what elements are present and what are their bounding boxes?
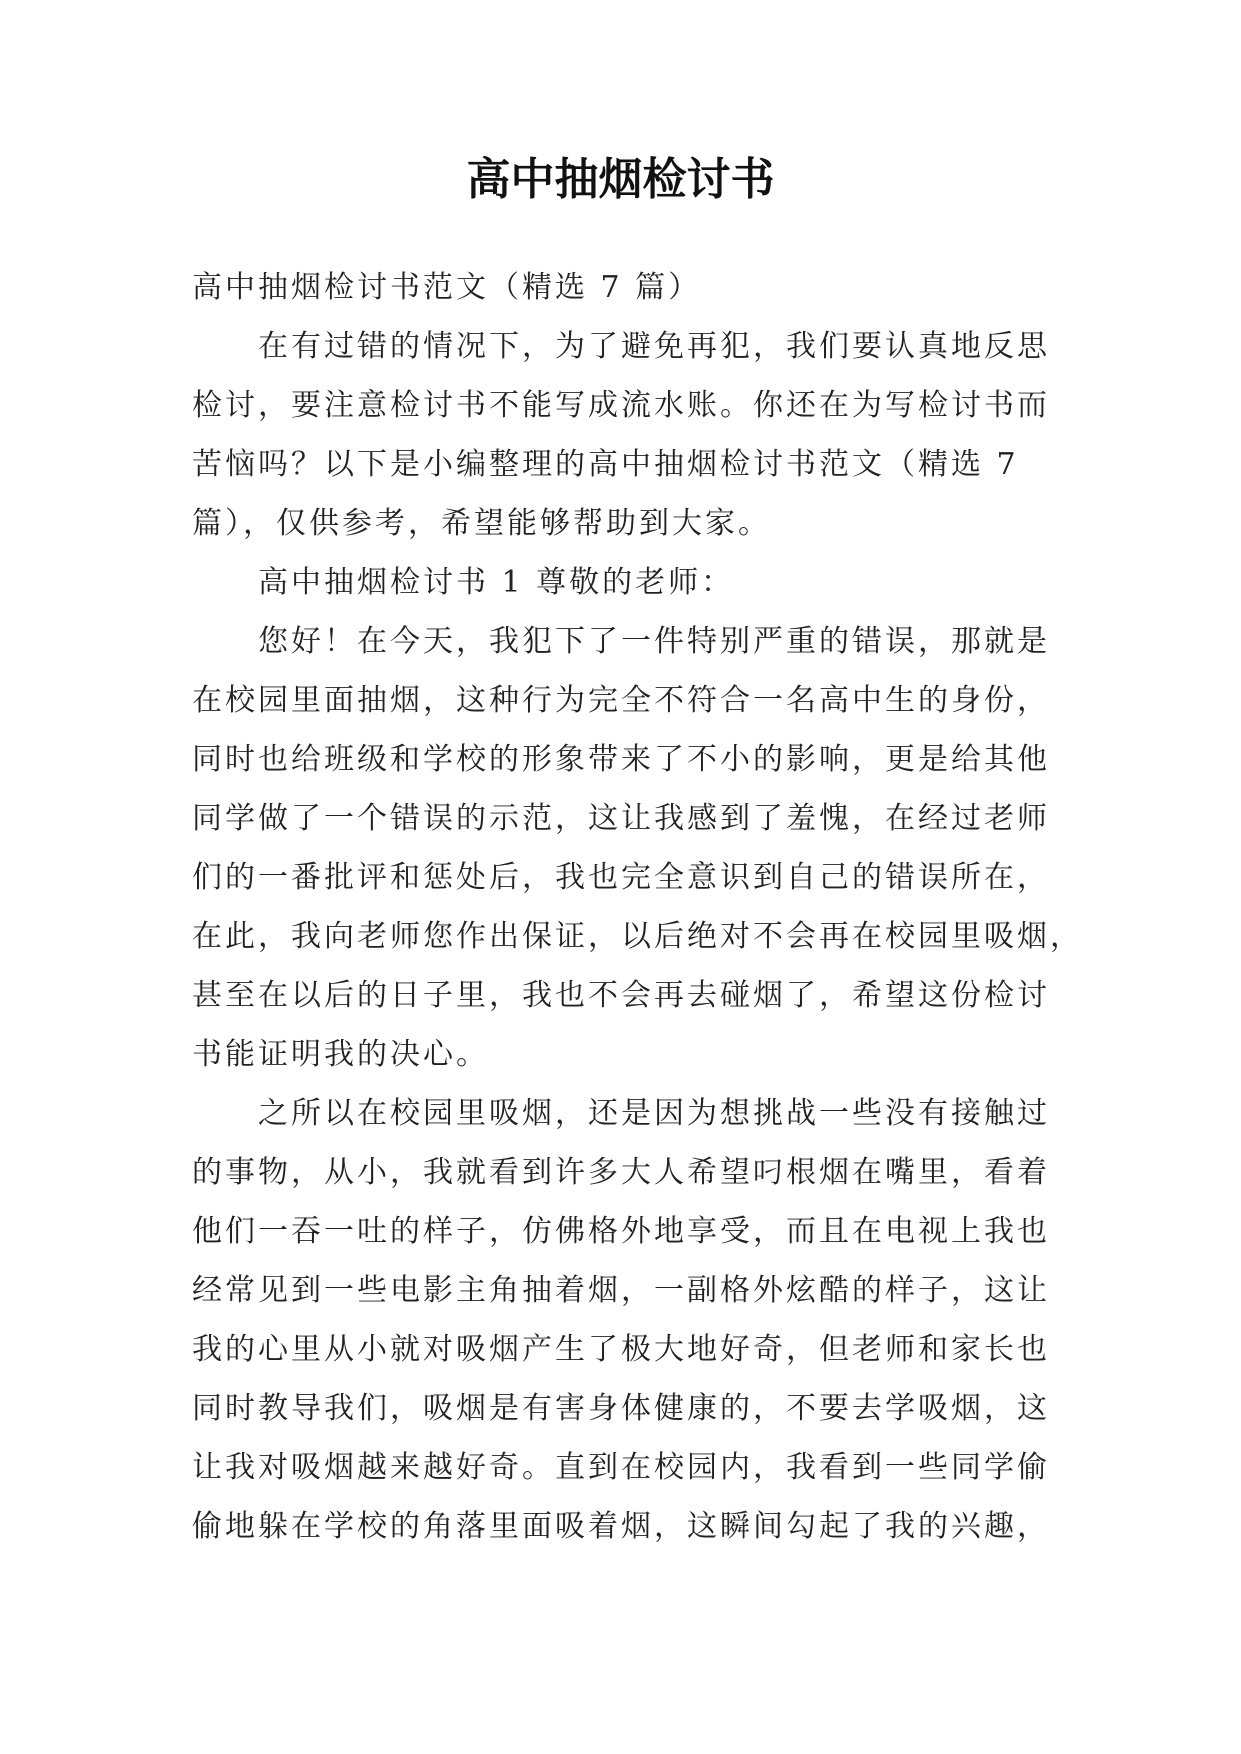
paragraph-line: 们的一番批评和惩处后，我也完全意识到自己的错误所在， [192, 860, 1050, 895]
paragraph-line: 我的心里从小就对吸烟产生了极大地好奇，但老师和家长也 [192, 1332, 1050, 1367]
subtitle-line: 高中抽烟检讨书范文（精选 7 篇） [192, 270, 702, 305]
paragraph-line: 同学做了一个错误的示范，这让我感到了羞愧，在经过老师 [192, 801, 1050, 836]
document-body [192, 258, 1083, 1556]
paragraph-line: 的事物，从小，我就看到许多大人希望叼根烟在嘴里，看着 [192, 1155, 1050, 1190]
paragraph-line: 同时教导我们，吸烟是有害身体健康的，不要去学吸烟，这 [192, 1391, 1050, 1426]
paragraph-line: 在此，我向老师您作出保证，以后绝对不会再在校园里吸烟， [192, 919, 1083, 954]
paragraph-line: 篇），仅供参考，希望能够帮助到大家。 [192, 506, 771, 541]
paragraph-line: 同时也给班级和学校的形象带来了不小的影响，更是给其他 [192, 742, 1050, 777]
paragraph-line: 偷地躲在学校的角落里面吸着烟，这瞬间勾起了我的兴趣， [192, 1509, 1050, 1544]
paragraph-line: 他们一吞一吐的样子，仿佛格外地享受，而且在电视上我也 [192, 1214, 1050, 1249]
paragraph-line: 在有过错的情况下，为了避免再犯，我们要认真地反思 [258, 329, 1050, 364]
paragraph-line: 书能证明我的决心。 [192, 1037, 489, 1072]
paragraph-line: 经常见到一些电影主角抽着烟，一副格外炫酷的样子，这让 [192, 1273, 1050, 1308]
paragraph-line: 之所以在校园里吸烟，还是因为想挑战一些没有接触过 [258, 1096, 1050, 1131]
paragraph-line: 在校园里面抽烟，这种行为完全不符合一名高中生的身份， [192, 683, 1050, 718]
document-title: 高中抽烟检讨书 [466, 154, 775, 205]
section-heading-line: 高中抽烟检讨书 1 尊敬的老师： [258, 565, 735, 600]
paragraph-line: 苦恼吗？以下是小编整理的高中抽烟检讨书范文（精选 7 [192, 447, 1019, 482]
paragraph-line: 检讨，要注意检讨书不能写成流水账。你还在为写检讨书而 [192, 388, 1050, 423]
paragraph-line: 您好！在今天，我犯下了一件特别严重的错误，那就是 [258, 624, 1050, 659]
paragraph-line: 让我对吸烟越来越好奇。直到在校园内，我看到一些同学偷 [192, 1450, 1050, 1485]
paragraph-line: 甚至在以后的日子里，我也不会再去碰烟了，希望这份检讨 [192, 978, 1050, 1013]
